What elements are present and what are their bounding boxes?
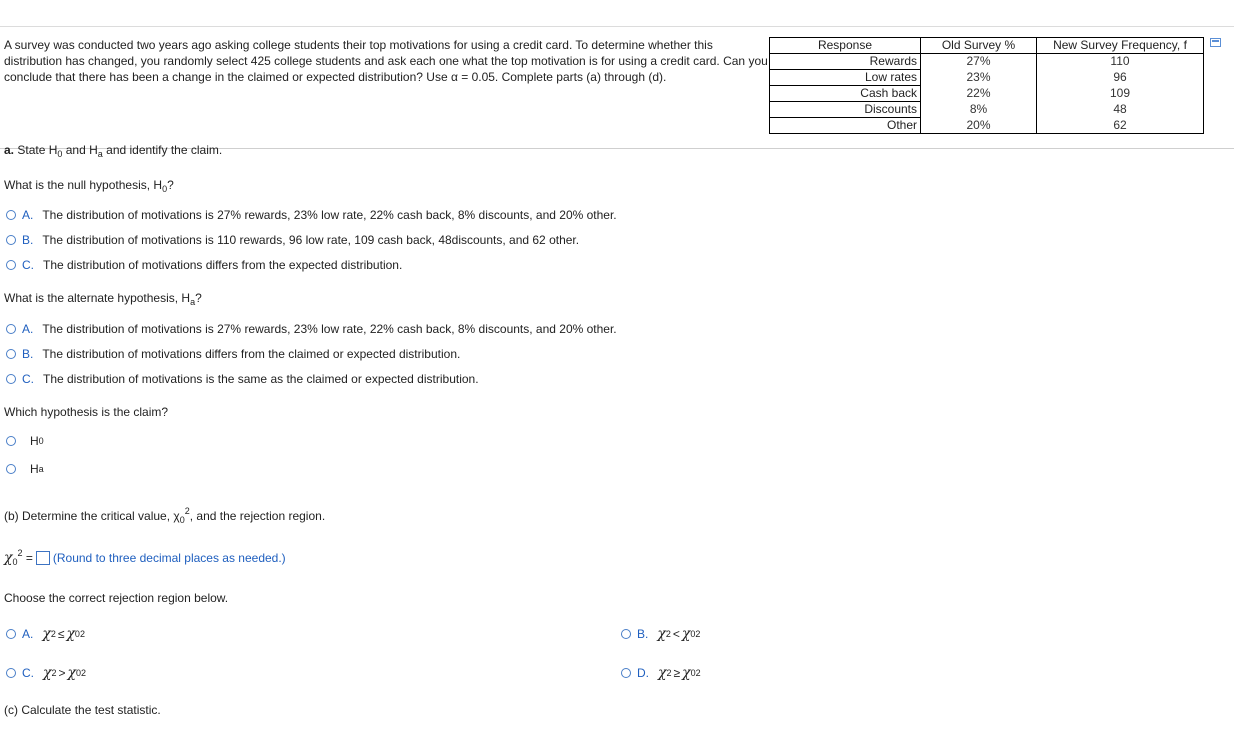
radio-button[interactable]: [6, 374, 16, 384]
survey-data-table: [769, 37, 1204, 134]
radio-button[interactable]: [6, 324, 16, 334]
cell-response: Low rates: [770, 70, 921, 86]
radio-button[interactable]: [6, 349, 16, 359]
critical-value-answer: $\chi_0^2$ = (Round to three decimal places as needed.): [4, 548, 286, 567]
cell-response: Cash back: [770, 86, 921, 102]
alt-hypothesis-question: What is the alternate hypothesis, $H_a$?: [4, 291, 202, 307]
region-option-b[interactable]: B. χ 2 < χ 0 2: [621, 626, 700, 642]
table-row: [770, 54, 1204, 70]
table-header-row: [770, 38, 1204, 54]
radio-button[interactable]: [621, 668, 631, 678]
region-option-a[interactable]: A. χ 2 ≤ χ 0 2: [6, 626, 85, 642]
critical-value-input[interactable]: [36, 551, 50, 565]
top-divider: [0, 26, 1234, 27]
alt-option-b[interactable]: B. The distribution of motivations differs from the claimed or expected distribution.: [6, 347, 460, 361]
cell-new-freq: 96: [1037, 70, 1204, 86]
part-b-heading: (b) Determine the critical value, $\chi_0^2$, and the rejection region.: [4, 506, 326, 525]
claim-option-ha[interactable]: H a: [6, 462, 44, 476]
null-option-c[interactable]: C. The distribution of motivations differs from the expected distribution.: [6, 258, 402, 272]
header-new-survey: New Survey Frequency, f: [1037, 38, 1204, 54]
part-a-label: a.: [4, 143, 15, 157]
rounding-hint: (Round to three decimal places as needed.): [52, 551, 286, 565]
radio-button[interactable]: [6, 210, 16, 220]
cell-new-freq: 48: [1037, 102, 1204, 118]
radio-button[interactable]: [6, 464, 16, 474]
alt-option-a[interactable]: A. The distribution of motivations is 27% rewards, 23% low rate, 22% cash back, 8% discounts, and 20% other.: [6, 322, 617, 336]
radio-button[interactable]: [6, 629, 16, 639]
null-option-b[interactable]: B. The distribution of motivations is 110 rewards, 96 low rate, 109 cash back, 48discounts, and 62 other.: [6, 233, 579, 247]
table-row: [770, 102, 1204, 118]
cell-new-freq: 62: [1037, 118, 1204, 134]
popout-window-icon[interactable]: [1210, 38, 1221, 47]
part-a-heading: a. State $H_0$ and $H_a$ and identify the claim.: [4, 143, 223, 159]
part-c-heading: (c) Calculate the test statistic.: [4, 703, 161, 717]
radio-button[interactable]: [621, 629, 631, 639]
region-option-d[interactable]: D. χ 2 ≥ χ 0 2: [621, 665, 701, 681]
cell-response: Discounts: [770, 102, 921, 118]
null-hypothesis-question: What is the null hypothesis, $H_0$?: [4, 178, 174, 194]
table-row: [770, 118, 1204, 134]
radio-button[interactable]: [6, 260, 16, 270]
radio-button[interactable]: [6, 436, 16, 446]
cell-old-pct: 23%: [921, 70, 1037, 86]
table-row: [770, 86, 1204, 102]
null-option-a[interactable]: A. The distribution of motivations is 27% rewards, 23% low rate, 22% cash back, 8% discounts, and 20% other.: [6, 208, 617, 222]
cell-old-pct: 22%: [921, 86, 1037, 102]
cell-response: Other: [770, 118, 921, 134]
cell-old-pct: 8%: [921, 102, 1037, 118]
cell-new-freq: 110: [1037, 54, 1204, 70]
claim-option-h0[interactable]: H 0: [6, 434, 44, 448]
header-old-survey: Old Survey %: [921, 38, 1037, 54]
cell-old-pct: 27%: [921, 54, 1037, 70]
region-option-c[interactable]: C. χ 2 > χ 0 2: [6, 665, 86, 681]
header-response: Response: [770, 38, 921, 54]
rejection-region-question: Choose the correct rejection region below.: [4, 591, 229, 605]
table-row: [770, 70, 1204, 86]
cell-response: Rewards: [770, 54, 921, 70]
cell-new-freq: 109: [1037, 86, 1204, 102]
problem-statement: A survey was conducted two years ago asking college students their top motivations for using a credit card. To determine whether this distribution has changed, you randomly select 425 college students and ask each one what the top motivation is for using a credit card. Can you conclude that there has been a change in the claimed or expected distribution? Use α = 0.05. Complete parts (a) through (d).: [4, 38, 768, 84]
claim-question: Which hypothesis is the claim?: [4, 405, 169, 419]
alt-option-c[interactable]: C. The distribution of motivations is the same as the claimed or expected distribution.: [6, 372, 479, 386]
cell-old-pct: 20%: [921, 118, 1037, 134]
radio-button[interactable]: [6, 235, 16, 245]
radio-button[interactable]: [6, 668, 16, 678]
